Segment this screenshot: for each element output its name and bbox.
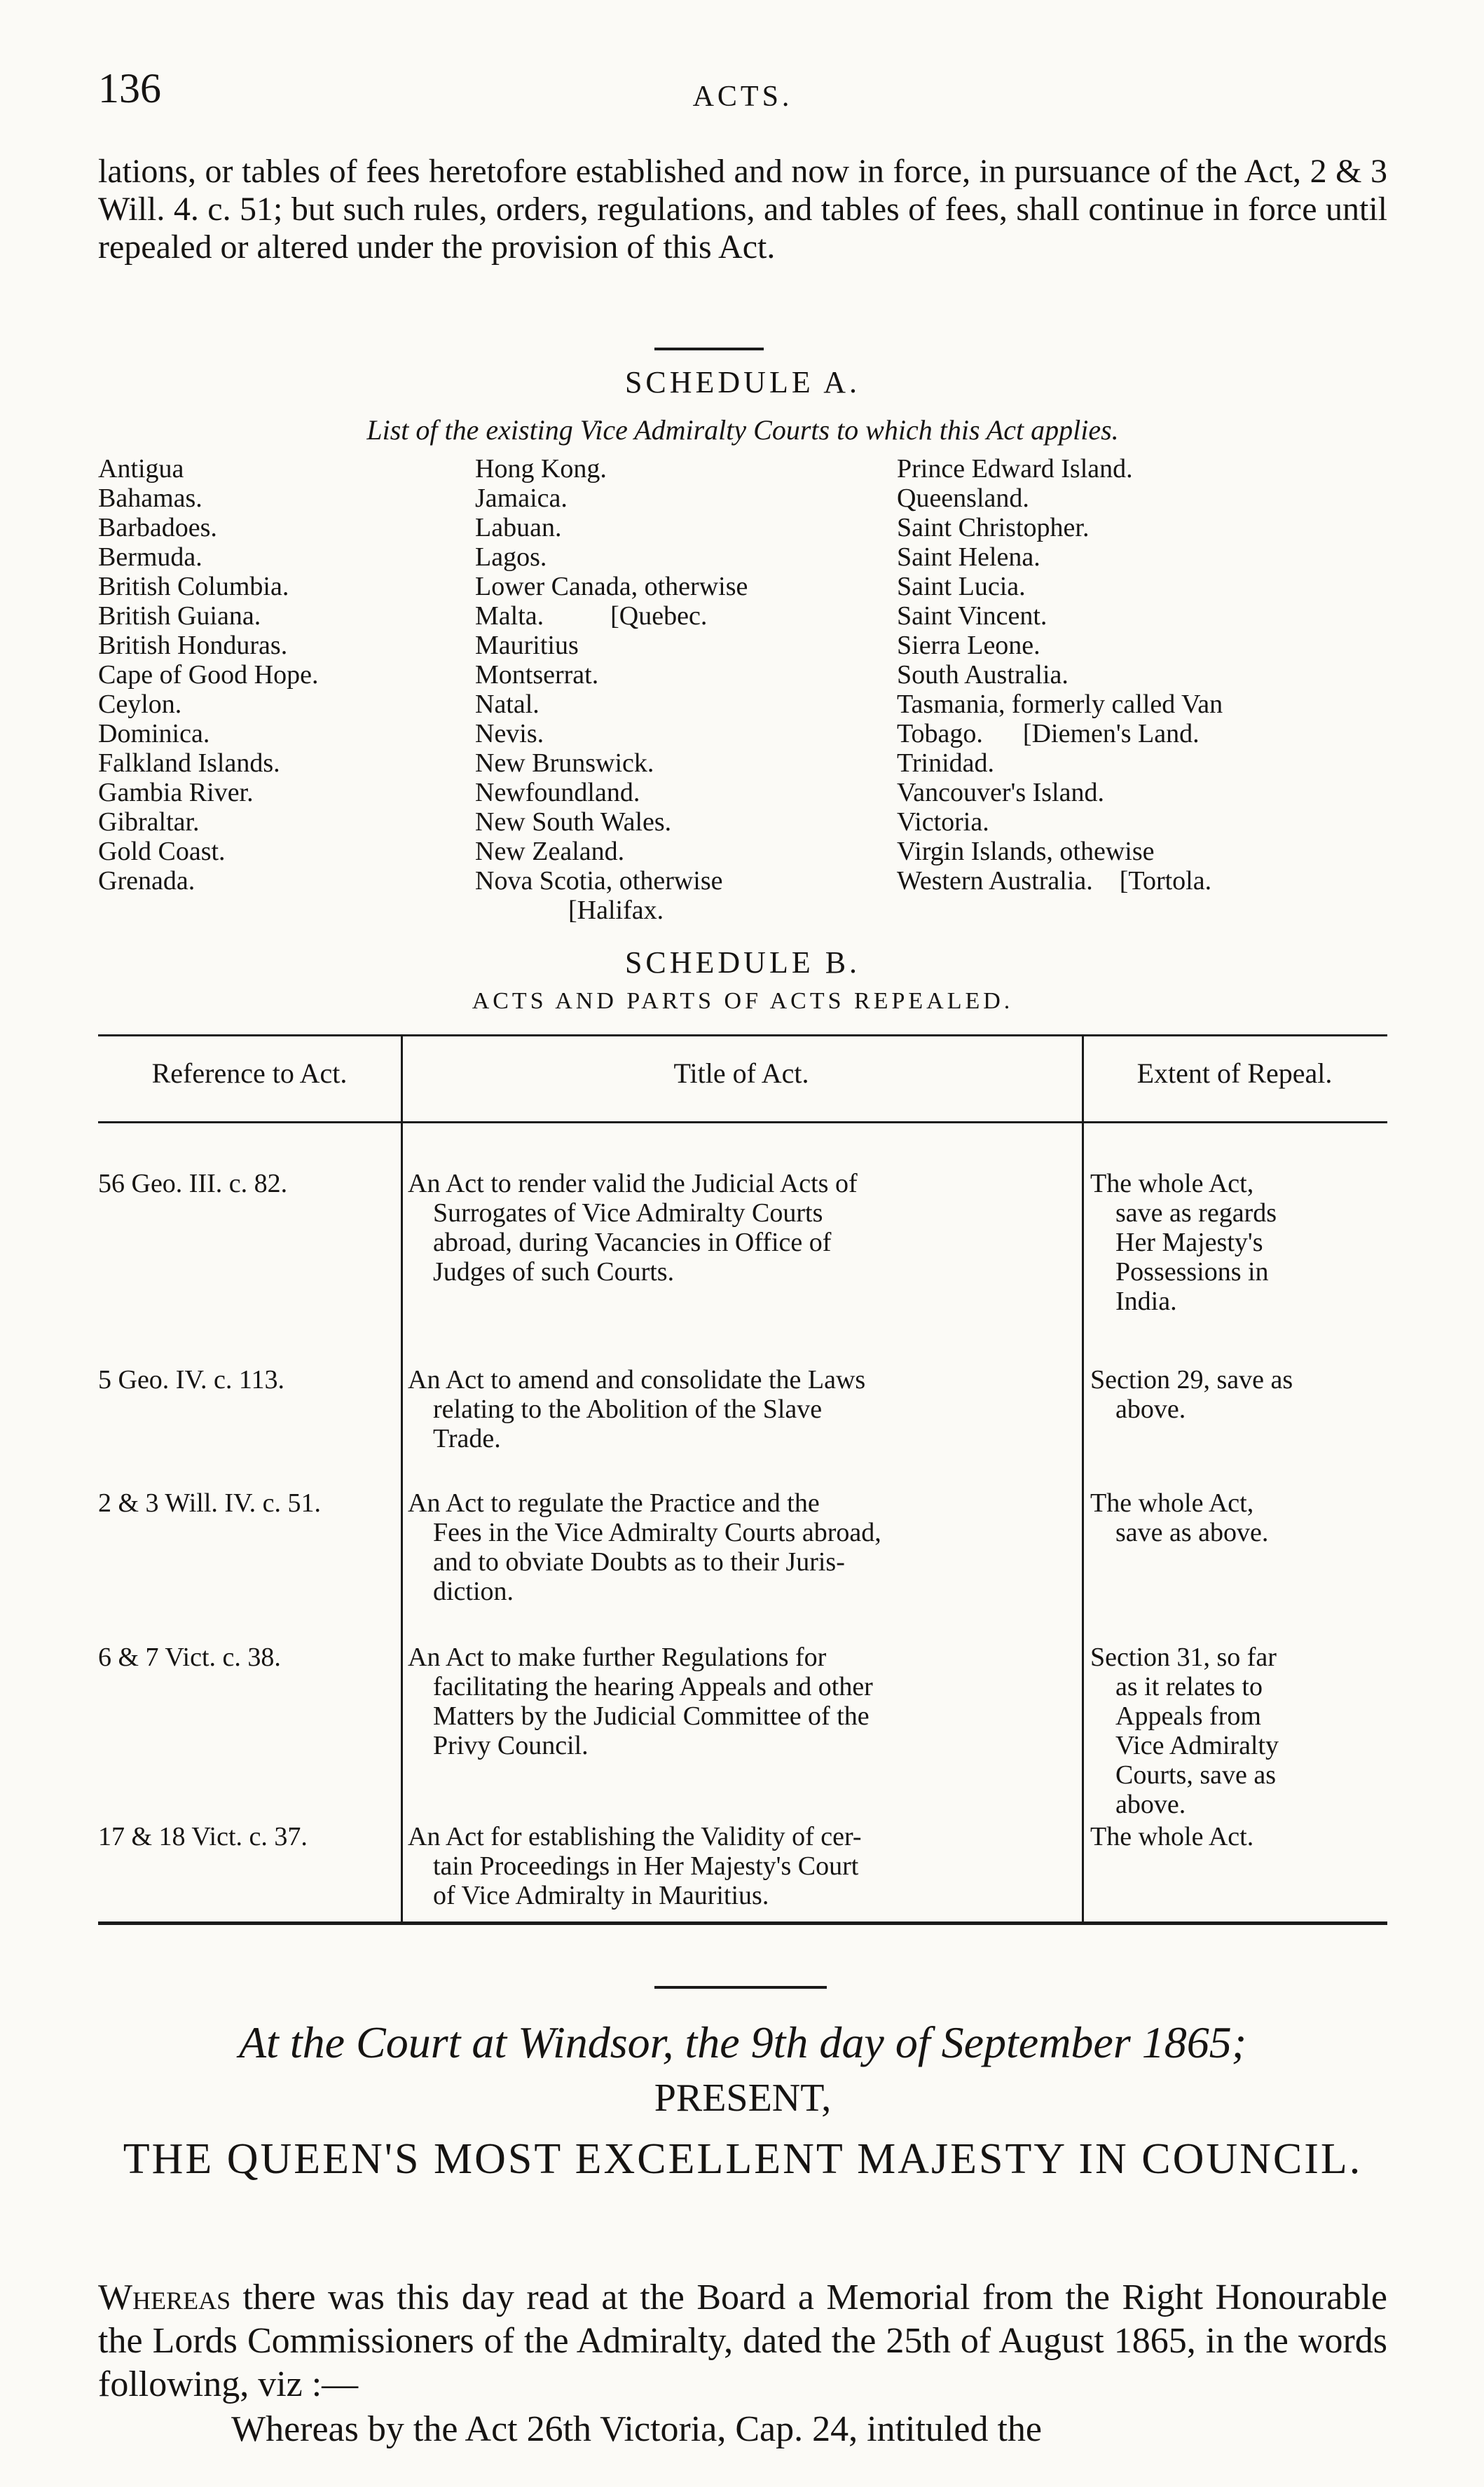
act-reference: 5 Geo. IV. c. 113. bbox=[98, 1365, 284, 1395]
court-list-item: Falkland Islands. bbox=[98, 748, 280, 778]
court-list-item: Gibraltar. bbox=[98, 807, 200, 837]
court-list-item: [Halifax. bbox=[475, 896, 664, 925]
whereas-paragraph-2: Whereas by the Act 26th Victoria, Cap. 24, intituled the bbox=[231, 2409, 1042, 2449]
present-heading: PRESENT, bbox=[654, 2076, 832, 2120]
repeal-extent-line: Appeals from bbox=[1115, 1701, 1261, 1731]
repeal-extent-line: above. bbox=[1115, 1395, 1186, 1424]
repeal-extent-line: Section 29, save as bbox=[1090, 1365, 1293, 1395]
court-list-item: Prince Edward Island. bbox=[897, 454, 1133, 484]
section-rule bbox=[654, 1986, 827, 1989]
schedule-a-column-1 bbox=[98, 454, 318, 896]
court-list-item: Montserrat. bbox=[475, 660, 599, 690]
court-list-item: New South Wales. bbox=[475, 807, 672, 837]
page-header bbox=[98, 64, 1387, 128]
repeal-extent bbox=[1090, 1169, 1385, 1316]
court-list-item: Ceylon. bbox=[98, 690, 182, 719]
court-list-item: Bermuda. bbox=[98, 542, 202, 572]
table-header-rule bbox=[98, 1121, 1387, 1123]
repeal-extent-line: above. bbox=[1115, 1790, 1186, 1819]
court-list-item: Lagos. bbox=[475, 542, 547, 572]
table-column-divider bbox=[1082, 1034, 1084, 1921]
act-reference: 6 & 7 Vict. c. 38. bbox=[98, 1643, 281, 1672]
act-title-line: An Act to regulate the Practice and the bbox=[408, 1488, 820, 1518]
court-list-item: Malta. [Quebec. bbox=[475, 601, 708, 631]
whereas-paragraph bbox=[98, 2276, 1387, 2406]
act-title-line: tain Proceedings in Her Majesty's Court bbox=[433, 1851, 859, 1881]
court-list-item: Natal. bbox=[475, 690, 540, 719]
court-list-item: Mauritius bbox=[475, 631, 579, 660]
court-list-item: Virgin Islands, othewise bbox=[897, 837, 1155, 866]
section-rule bbox=[654, 348, 764, 350]
act-title-line: of Vice Admiralty in Mauritius. bbox=[433, 1881, 769, 1910]
header-extent: Extent of Repeal. bbox=[1136, 1057, 1333, 1089]
court-heading: At the Court at Windsor, the 9th day of September 1865; bbox=[238, 2017, 1247, 2067]
repeal-extent-line: The whole Act. bbox=[1090, 1822, 1254, 1851]
court-list-item: Tasmania, formerly called Van bbox=[897, 690, 1223, 719]
court-list-item: Saint Helena. bbox=[897, 542, 1040, 572]
table-column-divider bbox=[401, 1034, 403, 1921]
repeal-extent bbox=[1090, 1643, 1385, 1819]
court-list-item: Western Australia. [Tortola. bbox=[897, 866, 1212, 896]
repeal-extent-line: Vice Admiralty bbox=[1115, 1731, 1279, 1760]
act-title bbox=[408, 1365, 1077, 1453]
page-number: 136 bbox=[98, 65, 161, 111]
repeal-extent-line: save as above. bbox=[1115, 1518, 1269, 1547]
act-title-line: An Act to amend and consolidate the Laws bbox=[408, 1365, 866, 1395]
act-reference: 17 & 18 Vict. c. 37. bbox=[98, 1822, 308, 1851]
header-reference: Reference to Act. bbox=[151, 1057, 348, 1089]
repeal-extent-line: save as regards bbox=[1115, 1198, 1277, 1228]
whereas-text: there was this day read at the Board a Memorial from the Right Honourable the Lords Commissioners of the Admiralty, dated the 25th of August 1865, in the words following, viz :— bbox=[98, 2277, 1387, 2404]
act-title-line: abroad, during Vacancies in Office of bbox=[433, 1228, 832, 1257]
act-title-line: Matters by the Judicial Committee of the bbox=[433, 1701, 870, 1731]
repeal-extent-line: The whole Act, bbox=[1090, 1169, 1254, 1198]
schedule-b-subtitle: ACTS AND PARTS OF ACTS REPEALED. bbox=[472, 988, 1014, 1014]
court-list-item: Saint Lucia. bbox=[897, 572, 1026, 601]
act-title-line: An Act to render valid the Judicial Acts of bbox=[408, 1169, 858, 1198]
act-title bbox=[408, 1169, 1077, 1287]
act-title bbox=[408, 1488, 1077, 1606]
act-reference: 56 Geo. III. c. 82. bbox=[98, 1169, 288, 1198]
court-list-item: Gold Coast. bbox=[98, 837, 226, 866]
act-title-line: facilitating the hearing Appeals and other bbox=[433, 1672, 873, 1701]
court-list-item: Labuan. bbox=[475, 513, 562, 542]
repeal-extent bbox=[1090, 1365, 1385, 1424]
schedule-a-column-2 bbox=[475, 454, 748, 925]
court-list-item: Barbadoes. bbox=[98, 513, 217, 542]
court-list-item: Cape of Good Hope. bbox=[98, 660, 319, 690]
repeal-extent bbox=[1090, 1822, 1385, 1851]
table-top-rule bbox=[98, 1034, 1387, 1036]
act-title-line: An Act for establishing the Validity of cer- bbox=[408, 1822, 862, 1851]
court-list-item: Victoria. bbox=[897, 807, 989, 837]
court-list-item: Lower Canada, otherwise bbox=[475, 572, 748, 601]
repeal-extent bbox=[1090, 1488, 1385, 1547]
act-title-line: Judges of such Courts. bbox=[433, 1257, 675, 1287]
schedule-a-title: SCHEDULE A. bbox=[624, 365, 861, 399]
act-title-line: relating to the Abolition of the Slave bbox=[433, 1395, 823, 1424]
court-list-item: British Guiana. bbox=[98, 601, 261, 631]
act-title bbox=[408, 1822, 1077, 1910]
running-head: ACTS. bbox=[692, 81, 793, 113]
court-list-item: New Brunswick. bbox=[475, 748, 654, 778]
court-list-item: Antigua bbox=[98, 454, 184, 484]
act-title-line: An Act to make further Regulations for bbox=[408, 1643, 827, 1672]
schedule-a-subtitle: List of the existing Vice Admiralty Courts to which this Act applies. bbox=[366, 414, 1119, 446]
court-list-item: Bahamas. bbox=[98, 484, 202, 513]
act-title-line: and to obviate Doubts as to their Juris- bbox=[433, 1547, 845, 1577]
repeal-extent-line: India. bbox=[1115, 1287, 1177, 1316]
repeal-extent-line: as it relates to bbox=[1115, 1672, 1263, 1701]
repeal-extent-line: Her Majesty's bbox=[1115, 1228, 1263, 1257]
court-list-item: Vancouver's Island. bbox=[897, 778, 1104, 807]
court-list-item: Hong Kong. bbox=[475, 454, 607, 484]
act-title-line: Privy Council. bbox=[433, 1731, 589, 1760]
act-title bbox=[408, 1643, 1077, 1760]
repeal-extent-line: Courts, save as bbox=[1115, 1760, 1277, 1790]
court-list-item: Trinidad. bbox=[897, 748, 995, 778]
court-list-item: Queensland. bbox=[897, 484, 1029, 513]
schedule-b-title: SCHEDULE B. bbox=[624, 945, 861, 980]
schedule-a-column-3 bbox=[897, 454, 1223, 896]
court-list-item: Dominica. bbox=[98, 719, 210, 748]
act-title-line: Fees in the Vice Admiralty Courts abroad, bbox=[433, 1518, 881, 1547]
court-list-item: Nevis. bbox=[475, 719, 544, 748]
court-list-item: Sierra Leone. bbox=[897, 631, 1040, 660]
court-list-item: Gambia River. bbox=[98, 778, 254, 807]
court-list-item: British Honduras. bbox=[98, 631, 288, 660]
court-list-item: Jamaica. bbox=[475, 484, 568, 513]
act-title-line: diction. bbox=[433, 1577, 514, 1606]
court-list-item: New Zealand. bbox=[475, 837, 625, 866]
act-title-line: Trade. bbox=[433, 1424, 501, 1453]
table-bottom-rule bbox=[98, 1921, 1387, 1925]
court-list-item: Saint Christopher. bbox=[897, 513, 1090, 542]
header-title: Title of Act. bbox=[673, 1057, 809, 1089]
repeal-extent-line: The whole Act, bbox=[1090, 1488, 1254, 1518]
court-list-item: Nova Scotia, otherwise bbox=[475, 866, 723, 896]
court-list-item: South Australia. bbox=[897, 660, 1069, 690]
act-reference: 2 & 3 Will. IV. c. 51. bbox=[98, 1488, 321, 1518]
majesty-heading: THE QUEEN'S MOST EXCELLENT MAJESTY IN COUNCIL. bbox=[123, 2135, 1363, 2183]
court-list-item: Newfoundland. bbox=[475, 778, 640, 807]
intro-paragraph: lations, or tables of fees heretofore established and now in force, in pursuance of the Act, 2 & 3 Will. 4. c. 51; but such rules, orders, regulations, and tables of fees, shall continue in force until repealed or altered under the provision of this Act. bbox=[98, 153, 1387, 266]
repeal-extent-line: Possessions in bbox=[1115, 1257, 1269, 1287]
court-list-item: Grenada. bbox=[98, 866, 195, 896]
repeal-extent-line: Section 31, so far bbox=[1090, 1643, 1277, 1672]
court-list-item: Saint Vincent. bbox=[897, 601, 1047, 631]
court-list-item: Tobago. [Diemen's Land. bbox=[897, 719, 1200, 748]
whereas-lead: Whereas bbox=[98, 2277, 231, 2317]
court-list-item: British Columbia. bbox=[98, 572, 289, 601]
act-title-line: Surrogates of Vice Admiralty Courts bbox=[433, 1198, 823, 1228]
